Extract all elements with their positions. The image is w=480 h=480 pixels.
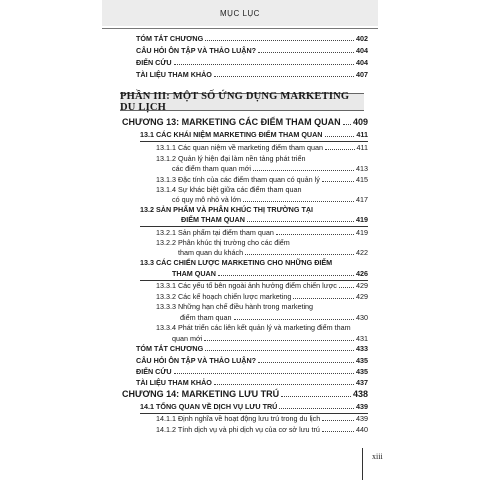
- section-heading: 13.3 CÁC CHIẾN LƯỢC MARKETING CHO NHỮNG ĐIỂM: [140, 258, 333, 267]
- toc-entry-line: 13.1.4 Sự khác biệt giữa các điểm tham quan: [156, 185, 302, 194]
- section-rule: [140, 141, 368, 142]
- toc-entry: CÂU HỎI ÔN TẬP VÀ THẢO LUẬN? 435: [136, 356, 368, 365]
- footer-divider: [362, 448, 363, 480]
- toc-entry: 14.1.1 Định nghĩa về hoạt động lưu trú trong du lịch 439: [156, 414, 368, 423]
- toc-entry: 13.1.3 Đặc tính của các điểm tham quan có quản lý 415: [156, 175, 368, 184]
- chapter-heading: CHƯƠNG 14: MARKETING LƯU TRÚ 438: [122, 389, 368, 399]
- section-rule: [140, 226, 368, 227]
- toc-entry-line: 13.1.2 Quản lý hiện đại làm nền tảng phát triển: [156, 154, 306, 163]
- section-heading: 13.2 SẢN PHẨM VÀ PHÂN KHÚC THỊ TRƯỜNG TẠI: [140, 205, 314, 214]
- toc-entry: tham quan du khách 422: [178, 248, 368, 257]
- toc-entry: quan mới 431: [172, 334, 368, 343]
- part-heading: [120, 93, 364, 111]
- toc-entry: 14.1.2 Tính dịch vụ và phi dịch vụ của cơ sở lưu trú 440: [156, 425, 368, 434]
- toc-entry: 13.3.1 Các yếu tố bên ngoài ảnh hưởng điểm chiến lược 429: [156, 281, 368, 290]
- toc-entry-line: 13.2.2 Phân khúc thị trường cho các điểm: [156, 238, 290, 247]
- toc-entry: 13.2.1 Sản phẩm tại điểm tham quan 419: [156, 228, 368, 237]
- section-heading: 13.1 CÁC KHÁI NIỆM MARKETING ĐIỂM THAM QUAN 411: [140, 130, 368, 139]
- toc-entry: TÀI LIỆU THAM KHẢO 407: [136, 70, 368, 79]
- toc-entry: CÂU HỎI ÔN TẬP VÀ THẢO LUẬN? 404: [136, 46, 368, 55]
- section-heading: ĐIỂM THAM QUAN 419: [181, 215, 368, 224]
- toc-entry: 13.3.2 Các kế hoạch chiến lược marketing 429: [156, 292, 368, 301]
- toc-entry-line: 13.3.4 Phát triển các liên kết quản lý và marketing điểm tham: [156, 323, 351, 332]
- section-heading: 14.1 TỔNG QUAN VỀ DỊCH VỤ LƯU TRÚ 439: [140, 402, 368, 411]
- toc-entry: các điểm tham quan mới 413: [172, 164, 368, 173]
- toc-entry: TÀI LIỆU THAM KHẢO 437: [136, 378, 368, 387]
- section-heading: THAM QUAN 426: [172, 269, 368, 278]
- toc-entry: ĐIỂN CỨU 435: [136, 367, 368, 376]
- chapter-heading: CHƯƠNG 13: MARKETING CÁC ĐIỂM THAM QUAN 409: [122, 117, 368, 127]
- toc-entry: 13.1.1 Các quan niệm về marketing điểm tham quan 411: [156, 143, 368, 152]
- toc-entry: TÓM TẮT CHƯƠNG 402: [136, 34, 368, 43]
- header-title: MỤC LỤC: [220, 8, 260, 18]
- toc-entry: TÓM TẮT CHƯƠNG 433: [136, 344, 368, 353]
- part-title: PHẦN III: MỘT SỐ ỨNG DỤNG MARKETING DU LỊCH: [120, 91, 350, 113]
- page-number: xiii: [372, 452, 383, 461]
- toc-entry: có quy mô nhỏ và lớn 417: [172, 195, 368, 204]
- toc-entry: điểm tham quan 430: [180, 313, 368, 322]
- toc-entry: ĐIỂN CỨU 404: [136, 58, 368, 67]
- toc-entry-line: 13.3.3 Những hạn chế điều hành trong marketing: [156, 302, 314, 311]
